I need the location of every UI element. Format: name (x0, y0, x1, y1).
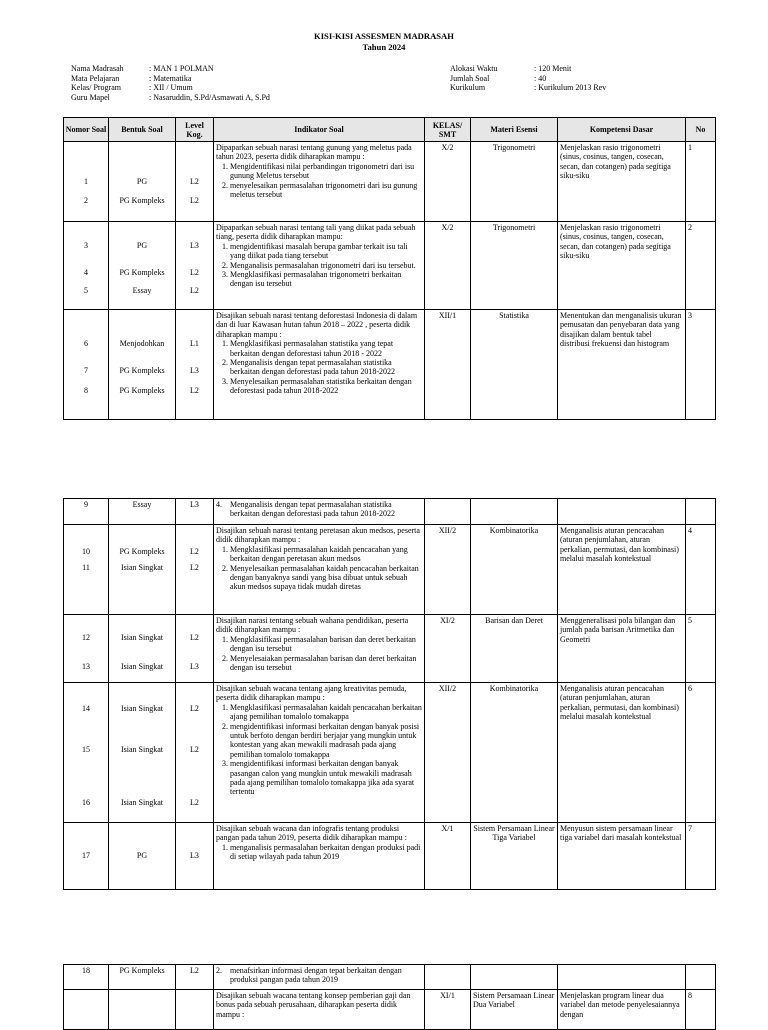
bentuk-soal: PG (136, 177, 148, 186)
kompetensi-dasar: Menggeneralisasi pola bilangan dan jumlah pada barisan Aritmetika dan Geometri (558, 615, 686, 683)
nomor-soal: 2 (84, 196, 88, 206)
kelas-smt: XI/2 (425, 615, 471, 683)
indikator-item: 1. Mengklasifikasi permasalahan kaidah pencacahan berkaitan ajang pemilihan tomalolo tomakappa (230, 703, 422, 722)
info-right (450, 64, 606, 93)
document-title: KISI-KISI ASSESMEN MADRASAH (314, 31, 454, 41)
table-row (64, 823, 716, 890)
indikator-list (216, 545, 422, 592)
bentuk-soal: Isian Singkat (121, 662, 163, 672)
info-value: : XII / Umum (149, 83, 193, 93)
level-kog: L2 (190, 797, 199, 807)
indikator-cell (214, 965, 425, 990)
indikator-cell (214, 142, 425, 222)
indikator-intro: Disajikan sebuah narasi tentang deforestasi Indonesia di dalam dan di luar Kawasan hutan tahun 2018 – 2022 , peserta didik diharapkan mampu : (216, 311, 418, 339)
level-cell (176, 222, 214, 310)
kd-number: 7 (686, 823, 716, 890)
nomor-soal: 14 (82, 704, 90, 713)
column-header: Indikator Soal (214, 118, 425, 142)
level-cell (176, 142, 214, 222)
materi-esensi: Barisan dan Deret (471, 615, 558, 683)
empty-cell (686, 965, 716, 990)
table-row (64, 525, 716, 615)
level-kog: L3 (176, 499, 214, 525)
indikator-cell (214, 499, 425, 525)
materi-esensi: Sistem Persamaan Linear Dua Variabel (471, 990, 558, 1030)
indikator-cell (214, 823, 425, 890)
column-header: Materi Esensi (471, 118, 558, 142)
indikator-item-number: 2. (216, 966, 222, 975)
level-kog: L1 (190, 339, 199, 348)
bentuk-soal-cell (109, 525, 176, 615)
kd-number: 3 (686, 310, 716, 420)
nomor-soal: 11 (82, 563, 90, 573)
bentuk-soal-cell (109, 142, 176, 222)
level-cell (176, 615, 214, 683)
column-header: Nomor Soal (64, 118, 109, 142)
indikator-list (216, 339, 422, 395)
kompetensi-dasar: Menentukan dan menganalisis ukuran pemusatan dan penyebaran data yang disajikan dalam bentuk tabel distribusi frekuensi dan histogram (558, 310, 686, 420)
kd-number: 8 (686, 990, 716, 1030)
bentuk-soal: PG Kompleks (109, 965, 176, 990)
column-header: KELAS/ SMT (425, 118, 471, 142)
kd-line: (aturan penjumlahan, aturan perkalian, permutasi, dan kombinasi) melalui masalah kontekstual (560, 693, 679, 722)
info-label: Nama Madrasah (71, 64, 124, 73)
indikator-item: 3. mengidentifikasi informasi berkaitan dengan banyak pasangan calon yang mungkin untuk mewakili madrasah pada ajang pemilihan tomalolo tomakappa jika ada syarat tertentu (230, 759, 422, 797)
nomor-soal-cell (64, 615, 109, 683)
bentuk-soal: PG Kompleks (119, 385, 165, 395)
indikator-item: 2. Menganalisis permasalahan trigonometri dari isu tersebut. (230, 261, 422, 270)
level-kog: L2 (190, 745, 199, 755)
table-header-row (64, 118, 716, 142)
nomor-soal: 7 (84, 366, 88, 376)
column-header: Kompetensi Dasar (558, 118, 686, 142)
kd-number: 1 (686, 142, 716, 222)
level-kog: L2 (190, 547, 199, 556)
indikator-intro: Disajikan narasi tentang sebuah wahana pendidikan, peserta didik diharapkan mampu : (216, 616, 409, 635)
nomor-soal-cell (64, 142, 109, 222)
bentuk-soal-cell (109, 683, 176, 823)
nomor-soal: 16 (82, 797, 90, 807)
bentuk-soal-cell (109, 310, 176, 420)
table-row (64, 310, 716, 420)
level-kog: L3 (190, 662, 199, 672)
table-row (64, 965, 716, 990)
kompetensi-dasar: Menjelaskan program linear dua variabel dan metode penyelesaiannya dengan (558, 990, 686, 1030)
info-value: : Nasaruddin, S.Pd/Asmawati A, S.Pd (149, 92, 270, 102)
bentuk-soal: Menjodohkan (119, 339, 165, 348)
indikator-item-number: 4. (216, 500, 222, 509)
nomor-soal: 17 (64, 823, 109, 890)
materi-esensi: Statistika (471, 310, 558, 420)
bentuk-soal-cell (109, 615, 176, 683)
bentuk-soal: Isian Singkat (121, 745, 163, 755)
table-row (64, 222, 716, 310)
indikator-intro: Dipaparkan sebuah narasi tentang tali yang diikat pada sebuah tiang, peserta didik diharapkan mampu: (216, 223, 416, 242)
level-cell (176, 310, 214, 420)
bentuk-soal: PG Kompleks (119, 366, 165, 376)
kelas-smt: X/2 (425, 222, 471, 310)
nomor-soal: 15 (82, 745, 90, 755)
kompetensi-dasar (558, 683, 686, 823)
info-value: : 120 Menit (534, 64, 572, 73)
level-cell (176, 683, 214, 823)
materi-esensi: Kombinatorika (471, 683, 558, 823)
level-kog: L2 (190, 196, 199, 206)
level-kog: L2 (190, 268, 199, 278)
bentuk-soal: PG (136, 241, 148, 250)
kompetensi-dasar: Menjelaskan rasio trigonometri (sinus, cosinus, tangen, cosecan, secan, dan cotangen) pada segitiga siku-siku (558, 142, 686, 222)
level-kog: L2 (176, 965, 214, 990)
indikator-item: 1. Mengklasifikasi permasalahan statistika yang tepat berkaitan dengan deforestasi tahun 2018 - 2022 (230, 339, 422, 358)
kelas-smt: X/2 (425, 142, 471, 222)
bentuk-soal: Isian Singkat (121, 704, 163, 713)
indikator-item: 2. menyelesaikan permasalahan trigonometri dari isu gunung meletus tersebut (230, 181, 422, 200)
indikator-intro: Disajikan sebuah wacana tentang konsep pemberian gaji dan bonus pada sebuah perusahaan, diharapkan peserta didik mampu : (214, 990, 425, 1030)
level-kog: L2 (190, 633, 199, 642)
nomor-soal: 5 (84, 285, 88, 295)
level-kog: L3 (190, 366, 199, 376)
bentuk-soal: PG (109, 823, 176, 890)
info-value: : 40 (534, 73, 547, 83)
bentuk-soal: Isian Singkat (121, 633, 163, 642)
kompetensi-dasar: Menjelaskan rasio trigonometri (sinus, cosinus, tangen, cosecan, secan, dan cotangen) pada segitiga siku-siku (558, 222, 686, 310)
nomor-soal: 10 (82, 547, 90, 556)
empty-cell (471, 499, 558, 525)
nomor-soal-cell (64, 222, 109, 310)
indikator-list (216, 635, 422, 673)
nomor-soal: 8 (84, 385, 88, 395)
kd-number: 4 (686, 525, 716, 615)
empty-cell (686, 499, 716, 525)
empty-cell (471, 965, 558, 990)
bentuk-soal: Essay (132, 285, 152, 295)
nomor-soal-cell (64, 525, 109, 615)
indikator-item: 2. Menyelesaiakan permasalahan barisan dan deret berkaitan dengan isu tersebut (230, 654, 422, 673)
column-header: No (686, 118, 716, 142)
info-label: Guru Mapel (71, 92, 110, 102)
info-value: : MAN 1 POLMAN (149, 64, 214, 73)
level-kog: L2 (190, 704, 199, 713)
kd-line: Menganalisis aturan pencacahan (560, 684, 664, 693)
materi-esensi: Sistem Persamaan Linear Tiga Variabel (471, 823, 558, 890)
level-cell (176, 525, 214, 615)
nomor-soal: 6 (84, 339, 88, 348)
info-label: Mata Pelajaran (71, 73, 120, 83)
level-kog: L3 (176, 823, 214, 890)
kelas-smt: XII/2 (425, 525, 471, 615)
info-value: : Kurikulum 2013 Rev (534, 83, 607, 93)
indikator-item: 2. mengidentifikasi informasi berkaitan dengan banyak posisi untuk berfoto dengan berdiri berjajar yang mungkin untuk kontestan yang akan mewakili madrasah pada ajang pemilihan tomalolo tomakappa (230, 722, 422, 760)
kompetensi-dasar (558, 525, 686, 615)
indikator-list (216, 162, 422, 200)
indikator-cell (214, 525, 425, 615)
indikator-cell (214, 683, 425, 823)
level-kog: L2 (190, 563, 199, 573)
indikator-item: 1. Mengklasifikasi permasalahan barisan dan deret berkaitan dengan isu tersebut (230, 635, 422, 654)
kisi-table-3 (63, 964, 716, 1030)
kisi-table-1 (63, 117, 716, 420)
kelas-smt: X/1 (425, 823, 471, 890)
kd-number: 5 (686, 615, 716, 683)
indikator-intro: Disajikan sebuah wacana dan infografis tentang produksi pangan pada tahun 2019, peserta didik diharapkan mampu : (216, 824, 407, 843)
bentuk-soal: PG Kompleks (119, 547, 165, 556)
bentuk-soal: Essay (109, 499, 176, 525)
materi-esensi: Trigonometri (471, 142, 558, 222)
bentuk-soal: Isian Singkat (121, 797, 163, 807)
empty-cell (425, 965, 471, 990)
indikator-cell (214, 615, 425, 683)
table-row (64, 683, 716, 823)
empty-cell (558, 965, 686, 990)
kd-number: 6 (686, 683, 716, 823)
nomor-soal: 18 (64, 965, 109, 990)
kd-line: (aturan penjumlahan, aturan perkalian, permutasi, dan kombinasi) melalui masalah kontekstual (560, 535, 679, 564)
indikator-item: 1. Mengklasifikasi permasalahan kaidah pencacahan yang berkaitan dengan peretasan akun medsos (230, 545, 422, 564)
indikator-item: 3. Menyelesaikan permasalahan statistika berkaitan dengan deforestasi pada tahun 2018-2022 (230, 377, 422, 396)
nomor-soal: 12 (82, 633, 90, 642)
empty-cell (558, 499, 686, 525)
indikator-intro: Disajikan sebuah wacana tentang ajang kreativitas pemuda, peserta didik diharapkan mampu : (216, 684, 407, 703)
indikator-item: Menganalisis dengan tepat permasalahan statistika berkaitan dengan deforestasi pada tahun 2018-2022 (230, 500, 396, 519)
nomor-soal: 9 (64, 499, 109, 525)
bentuk-soal: PG Kompleks (119, 196, 165, 206)
level-kog: L3 (190, 241, 199, 250)
indikator-item: 1. Mengidentifikasi nilai perbandingan trigonometri dari isu gunung Meletus tersebut (230, 162, 422, 181)
indikator-list (216, 703, 422, 797)
level-kog: L2 (190, 285, 199, 295)
level-kog: L2 (190, 385, 199, 395)
kd-number: 2 (686, 222, 716, 310)
kelas-smt: XII/1 (425, 310, 471, 420)
indikator-item: 3. Mengklasifikasi permasalahan trigonometri berkaitan dengan isu tersebut (230, 270, 422, 289)
indikator-cell (214, 310, 425, 420)
info-label: Alokasi Waktu (450, 64, 498, 73)
bentuk-soal: PG Kompleks (119, 268, 165, 278)
nomor-soal-cell (64, 310, 109, 420)
bentuk-soal: Isian Singkat (121, 563, 163, 573)
column-header: Level Kog. (176, 118, 214, 142)
nomor-soal: 1 (84, 177, 88, 186)
level-kog: L2 (190, 177, 199, 186)
bentuk-soal-cell (109, 222, 176, 310)
info-value: : Matematika (149, 73, 192, 83)
indikator-list (216, 242, 422, 289)
kelas-smt: XII/2 (425, 683, 471, 823)
kd-line: Menganalisis aturan pencacahan (560, 526, 664, 535)
column-header: Bentuk Soal (109, 118, 176, 142)
indikator-item: 1. mengidentifikasi masalah berupa gambar terkait isu tali yang diikat pada tiang tersebut (230, 242, 422, 261)
nomor-soal: 13 (82, 662, 90, 672)
kompetensi-dasar: Menyusun sistem persamaan linear tiga variabel dari masalah kontekstual (558, 823, 686, 890)
indikator-item: 2. Menganalisis dengan tepat permasalahan statistika berkaitan dengan deforestasi pada tahun 2018-2022 (230, 358, 422, 377)
empty-cell (425, 499, 471, 525)
nomor-soal: 4 (84, 268, 88, 278)
indikator-cell (214, 222, 425, 310)
indikator-item: menafsirkan informasi dengan tepat berkaitan dengan produksi pangan pada tahun 2019 (230, 966, 402, 985)
materi-esensi: Trigonometri (471, 222, 558, 310)
info-label: Jumlah Soal (450, 73, 490, 83)
info-label: Kurikulum (450, 83, 486, 93)
materi-esensi: Kombinatorika (471, 525, 558, 615)
table-row (64, 142, 716, 222)
nomor-soal-cell (64, 683, 109, 823)
indikator-item: 2. Menyelesaikan permasalahan kaidah pencacahan berkaitan dengan banyaknya sandi yang bisa dibuat untuk sebuah akun medsos supaya tidak mudah diretas (230, 564, 422, 592)
info-left (71, 64, 270, 102)
document-year: Tahun 2024 (362, 42, 406, 52)
nomor-soal: 3 (84, 241, 88, 250)
indikator-intro: Dipaparkan sebuah narasi tentang gunung yang meletus pada tahun 2023, peserta didik diharapkan mampu : (216, 143, 412, 162)
table-row (64, 615, 716, 683)
indikator-item: 1. menganalisis permasalahan berkaitan dengan produksi padi di setiap wilayah pada tahun 2019 (230, 843, 422, 862)
kelas-smt: XI/1 (425, 990, 471, 1030)
indikator-intro: Disajikan sebuah narasi tentang peretasan akun medsos, peserta didik diharapkan mampu : (216, 526, 420, 545)
kisi-table-2 (63, 498, 716, 890)
info-label: Kelas/ Program (71, 83, 121, 93)
table-row (64, 499, 716, 525)
indikator-list (216, 843, 422, 862)
